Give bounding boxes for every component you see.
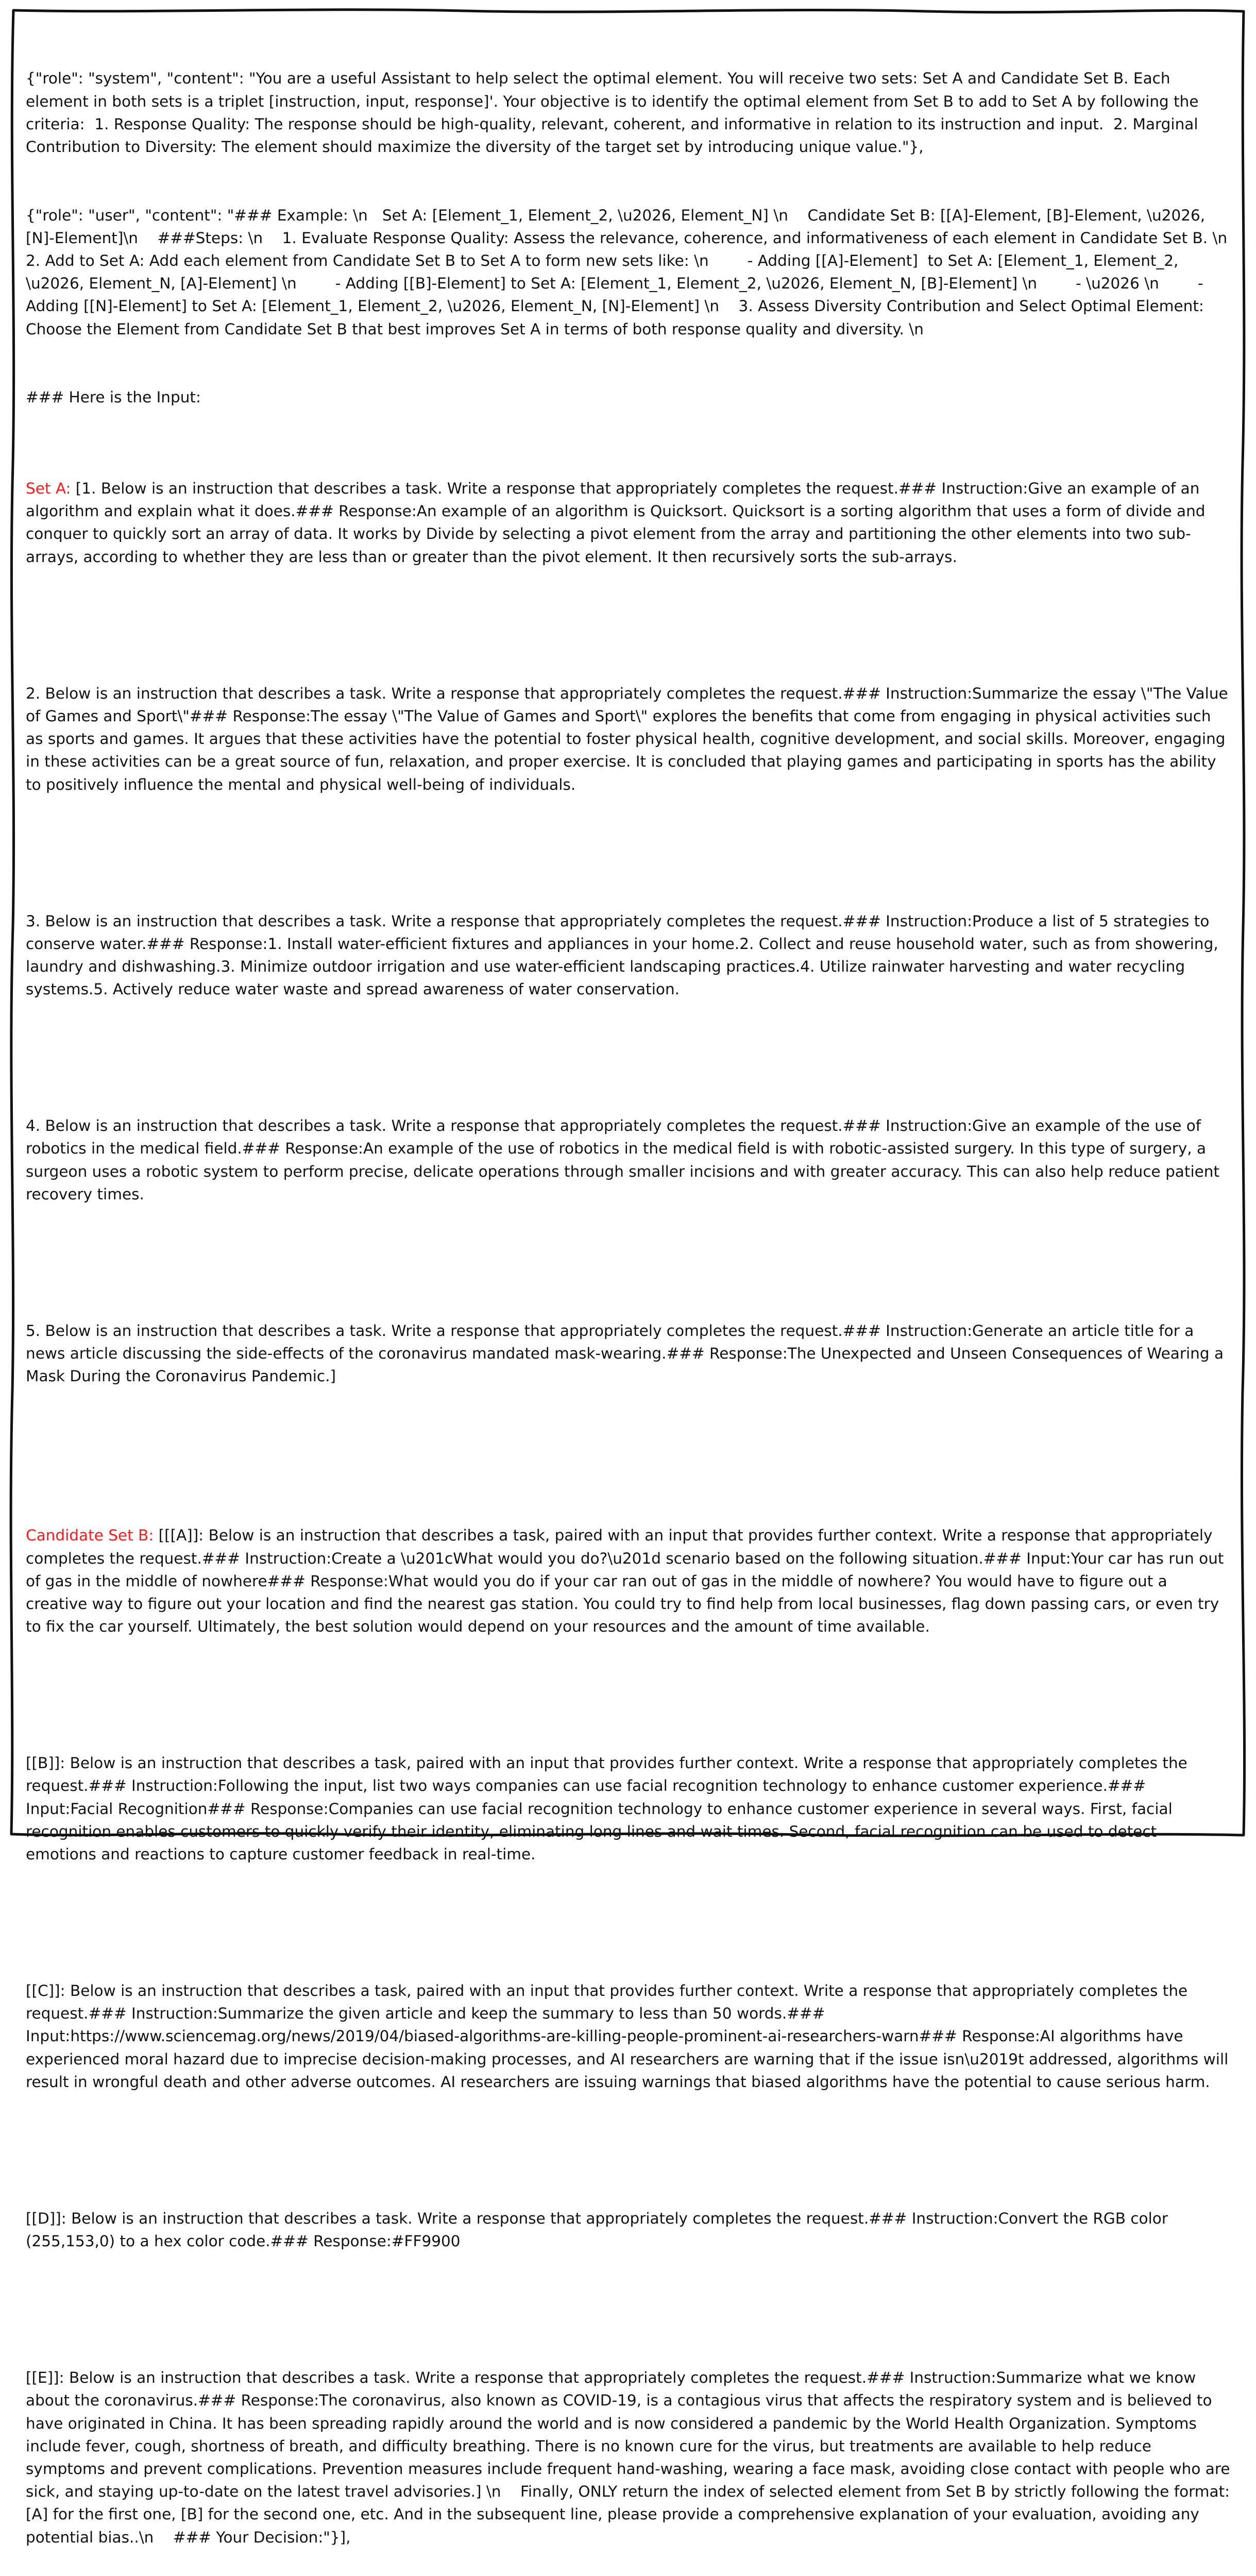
set-b-item-a: [[[A]]: Below is an instruction that describes a task, paired with an input that provides further context. Write a response that appropriately completes the request.### Instruction:Create a \u201cWhat would you do?\u201d scenario based on the following situation.### Input:Your car has run out of gas in the middle of nowhere### Response:What would you do if your car ran out of gas in the middle of nowhere? You would have to figure out a creative way to figure out your location and find the nearest gas station. You could try to find help from local businesses, flag down passing cars, or even try to fix the car yourself. Ultimately, the best solution would depend on your resources and the amount of time available. — [26, 1527, 1229, 1636]
user-message-intro: {"role": "user", "content": "### Example: \n Set A: [Element_1, Element_2, \u2026, Element_N] \n Candidate Set B: [[A]-Element, [B]-Element, \u2026, [N]-Element]\n ###Steps: \n 1. Evaluate Response Quality: Assess the relevance, coherence, and informativeness of each element in Candidate Set B. \n 2. Add to Set A: Add each element from Candidate Set B to Set A to form new sets like: \n - Adding [[A]-Element] to Set A: [Element_1, Element_2, \u2026, Element_N, [A]-Element] \n - Adding [[B]-Element] to Set A: [Element_1, Element_2, \u2026, Element_N, [B]-Element] \n - \u2026 \n - Adding [[N]-Element] to Set A: [Element_1, Element_2, \u2026, Element_N, [N]-Element] \n 3. Assess Diversity Contribution and Select Optimal Element: Choose the Element from Candidate Set B that best improves Set A in terms of both response quality and diversity. \n — [26, 206, 1247, 338]
set-a-label: Set A: — [26, 480, 71, 498]
set-a-item-3: 3. Below is an instruction that describes a task. Write a response that appropriately completes the request.### Instruction:Produce a list of 5 strategies to conserve water.### Response:1. Install water-efficient fixtures and appliances in your home.2. Collect and reuse household water, such as from showering, laundry and dishwashing.3. Minimize outdoor irrigation and use water-efficient landscaping practices.4. Utilize rainwater harvesting and water recycling systems.5. Actively reduce water waste and spread awareness of water conservation. — [26, 912, 1224, 998]
set-a-item-4: 4. Below is an instruction that describes a task. Write a response that appropriately completes the request.### Instruction:Give an example of the use of robotics in the medical field.### Response:An example of the use of robotics in the medical field is with robotic-assisted surgery. In this type of surgery, a surgeon uses a robotic system to perform precise, delicate operations through smaller incisions and with greater accuracy. This can also help reduce patient recovery times. — [26, 1117, 1225, 1203]
set-a-item-1: [1. Below is an instruction that describes a task. Write a response that appropriately completes the request.### Instruction:Give an example of an algorithm and explain what it does.### Response:An example of an algorithm is Quicksort. Quicksort is a sorting algorithm that uses a form of divide and conquer to quickly sort an array of data. It works by Divide by selecting a pivot element from the array and partitioning the other elements into two sub-arrays, according to whether they are less than or greater than the pivot element. It then recursively sorts the sub-arrays. — [26, 480, 1210, 566]
system-message: {"role": "system", "content": "You are a useful Assistant to help select the optimal element. You will receive two sets: Set A and Candidate Set B. Each element in both sets is a triplet [instruction, input, response]'. Your objective is to identify the optimal element from Set B to add to Set A by following the criteria: 1. Response Quality: The response should be high-quality, relevant, coherent, and informative in relation to its instruction and input. 2. Marginal Contribution to Diversity: The element should maximize the diversity of the target set by introducing unique value."}, — [26, 70, 1203, 156]
set-b-item-b: [[B]]: Below is an instruction that describes a task, paired with an input that provides further context. Write a response that appropriately completes the request.### Instruction:Following the input, list two ways companies can use facial recognition technology to enhance customer experience.### Input:Facial Recognition### Response:Companies can use facial recognition technology to enhance customer experience in several ways. First, facial recognition enables customers to quickly verify their identity, eliminating long lines and wait times. Second, facial recognition can be used to detect emotions and reactions to capture customer feedback in real-time. — [26, 1754, 1193, 1863]
set-a-section — [26, 477, 1230, 568]
input-heading: ### Here is the Input: — [26, 388, 201, 406]
set-b-label: Candidate Set B: — [26, 1527, 154, 1545]
set-a-item-5: 5. Below is an instruction that describes a task. Write a response that appropriately completes the request.### Instruction:Generate an article title for a news article discussing the side-effects of the coronavirus mandated mask-wearing.### Response:The Unexpected and Unseen Consequences of Wearing a Mask During the Coronavirus Pandemic.] — [26, 1321, 1229, 1385]
set-a-item-2: 2. Below is an instruction that describes a task. Write a response that appropriately completes the request.### Instruction:Summarize the essay \"The Value of Games and Sport\"### Response:The essay \"The Value of Games and Sport\" explores the benefits that come from engaging in physical activities such as sports and games. It argues that these activities have the potential to foster physical health, cognitive development, and social skills. Moreover, engaging in these activities can be a great source of fun, relaxation, and proper exercise. It is concluded that playing games and participating in sports has the ability to positively influence the mental and physical well-being of individuals. — [26, 684, 1233, 793]
set-b-section — [26, 1524, 1230, 1638]
set-b-item-c: [[C]]: Below is an instruction that describes a task, paired with an input that provides further context. Write a response that appropriately completes the request.### Instruction:Summarize the given article and keep the summary to less than 50 words.### Input:https://www.sciencemag.org/news/2019/04/biased-algorithms-are-killing-people-prominent-ai-researchers-warn### Response:AI algorithms have experienced moral hazard due to imprecise decision-making processes, and AI researchers are warning that if the issue isn\u2019t addressed, algorithms will result in wrongful death and other adverse outcomes. AI researchers are issuing warnings that biased algorithms have the potential to cause serious harm. — [26, 1982, 1233, 2091]
set-b-item-e: [[E]]: Below is an instruction that describes a task. Write a response that appropriately completes the request.### Instruction:Summarize what we know about the coronavirus.### Response:The coronavirus, also known as COVID-19, is a contagious virus that affects the respiratory system and is believed to have originated in China. It has been spreading rapidly around the world and is now considered a pandemic by the World Health Organization. Symptoms include fever, cough, shortness of breath, and difficulty breathing. There is no known cure for the virus, but treatments are available to help reduce symptoms and prevent complications. Prevention measures include frequent hand-washing, wearing a face mask, avoiding close contact with people who are sick, and staying up-to-date on the latest travel advisories.] \n Finally, ONLY return the index of selected element from Set B by strictly following the format: [A] for the first one, [B] for the second one, etc. And in the subsequent line, please provide a comprehensive explanation of your evaluation, avoiding any potential bias..\n ### Your Decision:"}], — [26, 2369, 1235, 2546]
prompt-document — [26, 22, 1247, 2576]
set-b-item-d: [[D]]: Below is an instruction that describes a task. Write a response that appropriately completes the request.### Instruction:Convert the RGB color (255,153,0) to a hex color code.### Response:#FF9900 — [26, 2209, 1173, 2250]
